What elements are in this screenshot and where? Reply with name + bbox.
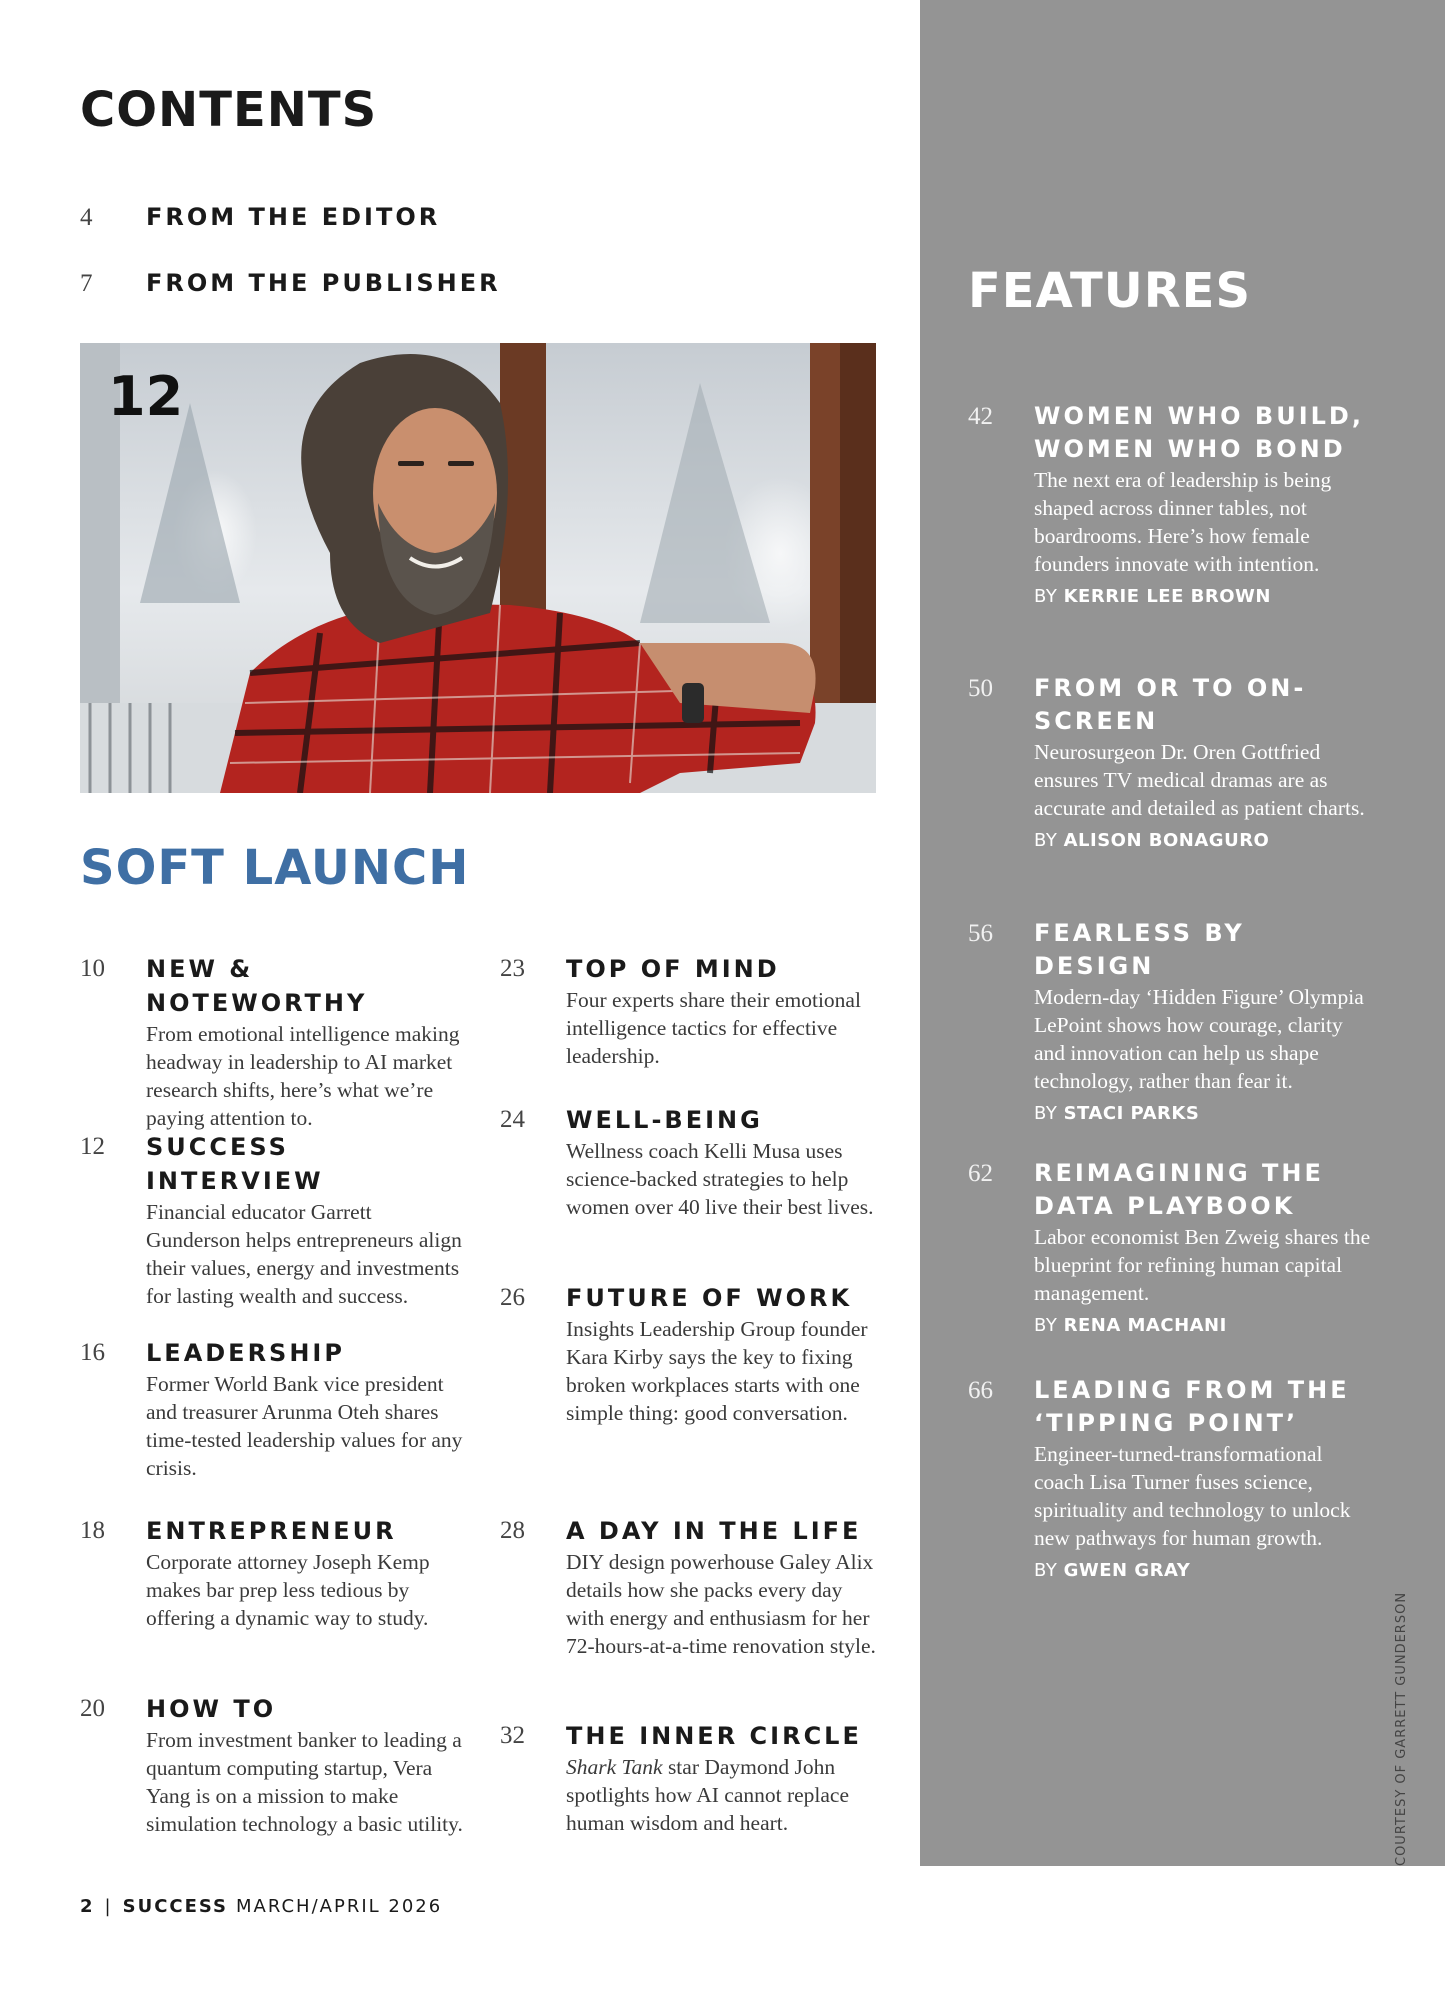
entry-description [566, 1753, 876, 1837]
page-number: 62 [968, 1160, 993, 1187]
entry-heading: WOMEN WHO BUILD, WOMEN WHO BOND [1034, 402, 1364, 463]
cover-photo [80, 343, 876, 793]
features-panel [920, 0, 1445, 1866]
toc-entry-how-to[interactable] [80, 1692, 466, 1838]
byline-prefix: BY [1034, 830, 1058, 851]
toc-entry-top-of-mind[interactable] [500, 952, 876, 1070]
feature-entry-reimagining-the-data-playbook[interactable] [968, 1157, 1374, 1341]
entry-heading: HOW TO [146, 1695, 277, 1723]
entry-heading: NEW & NOTEWORTHY [146, 955, 368, 1017]
toc-entry-success-interview[interactable] [80, 1130, 466, 1310]
toc-entry-well-being[interactable] [500, 1103, 876, 1221]
page-number: 66 [968, 1377, 993, 1404]
entry-description: Insights Leadership Group founder Kara Kirby says the key to fixing broken workplaces starts with one simple thing: good conversation. [566, 1317, 868, 1425]
entry-heading: LEADING FROM THE ‘TIPPING POINT’ [1034, 1376, 1350, 1437]
footer-separator: | [104, 1896, 113, 1917]
page-number: 50 [968, 675, 993, 702]
show-title: Shark Tank [566, 1755, 663, 1779]
entry-description: Financial educator Garrett Gunderson helps entrepreneurs align their values, energy and investments for lasting wealth and success. [146, 1200, 462, 1308]
entry-description: The next era of leadership is being shaped across dinner tables, not boardrooms. Here’s how female founders innovate with intention. [1034, 468, 1332, 576]
page-number: 4 [80, 204, 93, 231]
page-number: 12 [80, 1133, 105, 1160]
entry-heading: FROM OR TO ON-SCREEN [1034, 674, 1307, 735]
entry-heading: LEADERSHIP [146, 1339, 345, 1367]
entry-description: From investment banker to leading a quantum computing startup, Vera Yang is on a mission to make simulation technology a basic utility. [146, 1728, 463, 1836]
feature-entry-women-who-build[interactable] [968, 400, 1374, 612]
feature-entry-fearless-by-design[interactable] [968, 917, 1374, 1129]
entry-heading: THE INNER CIRCLE [566, 1722, 862, 1750]
page-number: 56 [968, 920, 993, 947]
feature-entry-from-or-to-on-screen[interactable] [968, 672, 1374, 856]
entry-heading: WELL-BEING [566, 1106, 763, 1134]
page-number: 42 [968, 403, 993, 430]
footer-brand: SUCCESS [122, 1896, 229, 1917]
byline-prefix: BY [1034, 1103, 1058, 1124]
entry-description: Former World Bank vice president and treasurer Arunma Oteh shares time-tested leadership values for any crisis. [146, 1372, 463, 1480]
page-number: 26 [500, 1284, 525, 1311]
byline [1034, 826, 1374, 856]
entry-description: Modern-day ‘Hidden Figure’ Olympia LePoint shows how courage, clarity and innovation can help us shape technology, rather than fear it. [1034, 985, 1364, 1093]
entry-heading: FROM THE EDITOR [146, 203, 441, 231]
entry-heading: FROM THE PUBLISHER [146, 269, 501, 297]
entry-description: Engineer-turned-transformational coach Lisa Turner fuses science, spirituality and technology to unlock new pathways for human growth. [1034, 1442, 1351, 1550]
feature-entry-leading-from-the-tipping-point[interactable] [968, 1374, 1374, 1586]
page-number: 7 [80, 270, 93, 297]
page-number: 10 [80, 955, 105, 982]
toc-entry-from-the-publisher[interactable] [80, 269, 501, 298]
entry-heading: FEARLESS BY DESIGN [1034, 919, 1245, 980]
footer-page-number: 2 [80, 1896, 95, 1917]
author-name: STACI PARKS [1063, 1103, 1200, 1124]
byline-prefix: BY [1034, 586, 1058, 607]
page-number: 24 [500, 1106, 525, 1133]
entry-description: Wellness coach Kelli Musa uses science-backed strategies to help women over 40 live their best lives. [566, 1139, 874, 1219]
byline-prefix: BY [1034, 1560, 1058, 1581]
page-number: 20 [80, 1695, 105, 1722]
page-number: 28 [500, 1517, 525, 1544]
entry-description: Neurosurgeon Dr. Oren Gottfried ensures TV medical dramas are as accurate and detailed as patient charts. [1034, 740, 1365, 820]
author-name: RENA MACHANI [1063, 1315, 1227, 1336]
entry-heading: FUTURE OF WORK [566, 1284, 853, 1312]
toc-entry-from-the-editor[interactable] [80, 203, 440, 232]
toc-entry-leadership[interactable] [80, 1336, 466, 1482]
author-name: KERRIE LEE BROWN [1063, 586, 1271, 607]
byline-prefix: BY [1034, 1315, 1058, 1336]
entry-heading: ENTREPRENEUR [146, 1517, 397, 1545]
byline [1034, 1311, 1374, 1341]
byline [1034, 582, 1374, 612]
portrait-illustration [80, 343, 876, 793]
toc-entry-future-of-work[interactable] [500, 1281, 876, 1427]
entry-heading: REIMAGINING THE DATA PLAYBOOK [1034, 1159, 1324, 1220]
photo-page-number: 12 [108, 365, 184, 428]
page-number: 23 [500, 955, 525, 982]
byline [1034, 1099, 1374, 1129]
toc-entry-the-inner-circle[interactable] [500, 1719, 876, 1837]
entry-description: From emotional intelligence making headway in leadership to AI market research shifts, here’s what we’re paying attention to. [146, 1022, 460, 1130]
page-number: 16 [80, 1339, 105, 1366]
toc-entry-entrepreneur[interactable] [80, 1514, 466, 1632]
entry-heading: A DAY IN THE LIFE [566, 1517, 862, 1545]
entry-heading: SUCCESS INTERVIEW [146, 1133, 324, 1195]
author-name: ALISON BONAGURO [1063, 830, 1270, 851]
toc-entry-new-noteworthy[interactable] [80, 952, 466, 1132]
author-name: GWEN GRAY [1063, 1560, 1191, 1581]
footer-issue: MARCH/APRIL 2026 [236, 1896, 443, 1917]
entry-description: Labor economist Ben Zweig shares the blueprint for refining human capital management. [1034, 1225, 1371, 1305]
entry-description: Four experts share their emotional intelligence tactics for effective leadership. [566, 988, 861, 1068]
section-title-soft-launch: SOFT LAUNCH [80, 840, 470, 896]
toc-entry-a-day-in-the-life[interactable] [500, 1514, 876, 1660]
entry-description: DIY design powerhouse Galey Alix details how she packs every day with energy and enthusiasm for her 72-hours-at-a-time renovation style. [566, 1550, 876, 1658]
page-number: 18 [80, 1517, 105, 1544]
section-title-features: FEATURES [968, 263, 1252, 319]
description-text: star Daymond John spotlights how AI cannot replace human wisdom and heart. [566, 1755, 850, 1835]
page-footer [80, 1896, 442, 1917]
entry-heading: TOP OF MIND [566, 955, 780, 983]
entry-description: Corporate attorney Joseph Kemp makes bar prep less tedious by offering a dynamic way to study. [146, 1550, 430, 1630]
photo-credit: COURTESY OF GARRETT GUNDERSON [1394, 1591, 1409, 1866]
page-number: 32 [500, 1722, 525, 1749]
byline [1034, 1556, 1374, 1586]
page-title: CONTENTS [80, 82, 378, 138]
